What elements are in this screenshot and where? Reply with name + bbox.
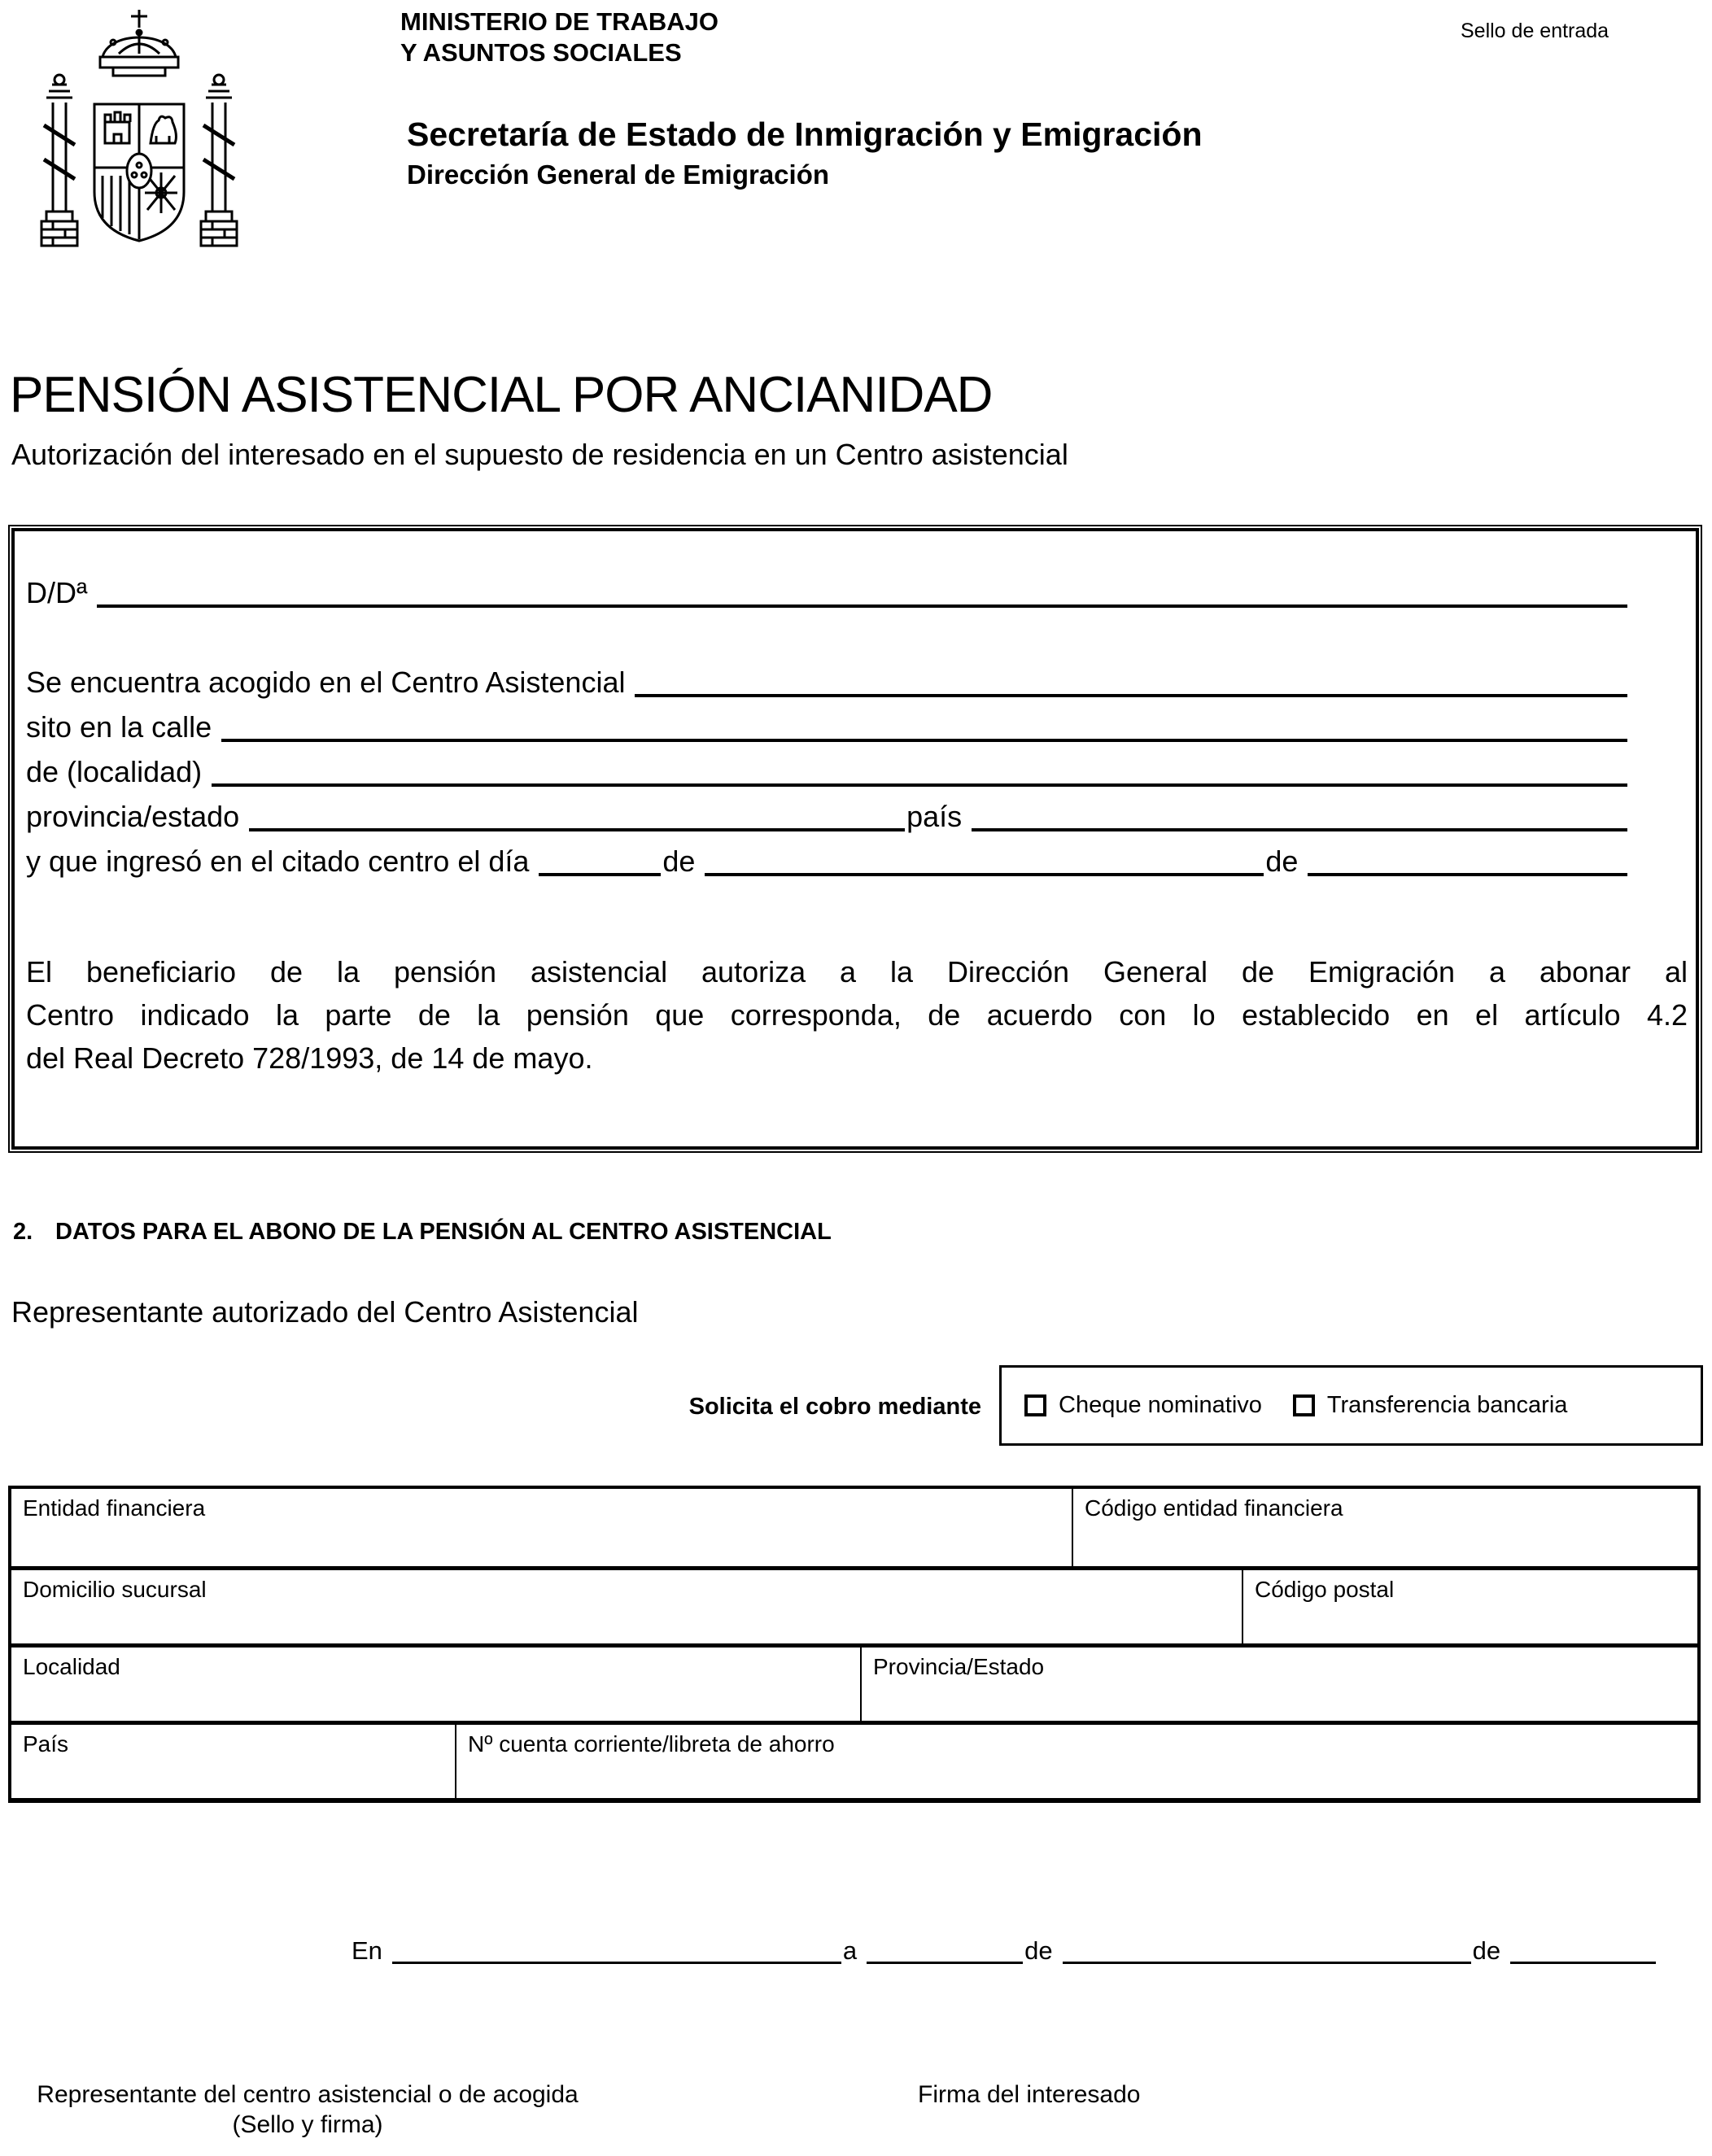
authorization-paragraph	[26, 950, 1688, 1080]
ministry-line2: Y ASUNTOS SOCIALES	[400, 38, 682, 67]
section2-title: DATOS PARA EL ABONO DE LA PENSIÓN AL CENTRO ASISTENCIAL	[55, 1219, 832, 1245]
table-row	[11, 1566, 1697, 1643]
directorate-name: Dirección General de Emigración	[407, 159, 830, 190]
name-input-line[interactable]	[97, 604, 1627, 608]
entry-of-month-label: de	[662, 845, 696, 878]
bank-data-table	[8, 1486, 1701, 1803]
name-field-row	[26, 574, 1629, 613]
date-en-label: En	[352, 1936, 382, 1965]
localidad-cell[interactable]: Localidad	[23, 1654, 120, 1679]
paragraph-line2: Centro indicado la parte de la pensión que corresponda, de acuerdo con lo establecido en el artículo 4.2	[26, 998, 1688, 1032]
date-place-input-line[interactable]	[392, 1962, 841, 1964]
provincia-estado-cell[interactable]: Provincia/Estado	[860, 1648, 1697, 1721]
locality-label: de (localidad)	[26, 755, 203, 788]
cheque-option-label: Cheque nominativo	[1059, 1392, 1262, 1418]
ministry-name	[400, 7, 718, 68]
seal-and-signature-label: (Sello y firma)	[232, 2111, 383, 2138]
province-country-field-row	[26, 797, 1629, 836]
cheque-checkbox[interactable]	[1024, 1394, 1046, 1416]
province-label: provincia/estado	[26, 800, 240, 833]
center-field-row	[26, 663, 1629, 702]
country-input-line[interactable]	[972, 828, 1627, 831]
entry-year-input-line[interactable]	[1308, 873, 1627, 876]
center-label: Se encuentra acogido en el Centro Asistencial	[26, 666, 626, 699]
entry-of-year-label: de	[1265, 845, 1299, 878]
center-representative-signature-label: Representante del centro asistencial o de acogida	[37, 2081, 579, 2108]
street-field-row	[26, 708, 1629, 747]
section2-number: 2.	[13, 1219, 33, 1245]
paragraph-line3: del Real Decreto 728/1993, de 14 de mayo.	[26, 1041, 593, 1075]
entry-label: y que ingresó en el citado centro el día	[26, 845, 530, 878]
entry-stamp-label: Sello de entrada	[1461, 20, 1609, 42]
transfer-option-label: Transferencia bancaria	[1326, 1392, 1568, 1418]
ministry-line1: MINISTERIO DE TRABAJO	[400, 7, 718, 36]
street-input-line[interactable]	[221, 739, 1627, 742]
payment-options-box	[999, 1365, 1703, 1446]
date-a-label: a	[842, 1936, 858, 1965]
province-input-line[interactable]	[249, 828, 905, 831]
authorization-box-inner	[11, 528, 1699, 1150]
interested-party-signature-label: Firma del interesado	[918, 2081, 1141, 2108]
pais-cell[interactable]: País	[23, 1731, 69, 1757]
cuenta-corriente-cell[interactable]: Nº cuenta corriente/libreta de ahorro	[455, 1725, 1697, 1798]
table-row	[11, 1643, 1697, 1721]
section2-heading	[13, 1219, 832, 1246]
secretariat-name: Secretaría de Estado de Inmigración y Emigración	[407, 116, 1203, 153]
table-row	[11, 1489, 1697, 1566]
transfer-checkbox[interactable]	[1293, 1394, 1315, 1416]
entry-month-input-line[interactable]	[705, 873, 1264, 876]
date-day-input-line[interactable]	[867, 1962, 1023, 1964]
table-row	[11, 1721, 1697, 1798]
locality-field-row	[26, 753, 1629, 792]
entry-day-input-line[interactable]	[539, 873, 661, 876]
signature-date-line	[352, 1935, 1657, 1967]
authorization-box	[8, 525, 1702, 1153]
codigo-entidad-cell[interactable]: Código entidad financiera	[1072, 1489, 1697, 1566]
locality-input-line[interactable]	[212, 783, 1627, 787]
entidad-financiera-cell[interactable]: Entidad financiera	[23, 1495, 206, 1521]
domicilio-sucursal-cell[interactable]: Domicilio sucursal	[23, 1577, 207, 1602]
date-month-input-line[interactable]	[1063, 1962, 1471, 1964]
street-label: sito en la calle	[26, 710, 212, 744]
country-label: país	[906, 800, 963, 833]
center-representative-signature-block	[7, 2080, 609, 2140]
codigo-postal-cell[interactable]: Código postal	[1242, 1570, 1697, 1643]
date-de-month-label: de	[1024, 1936, 1053, 1965]
form-subtitle: Autorización del interesado en el supuesto de residencia en un Centro asistencial	[11, 438, 1068, 471]
date-de-year-label: de	[1472, 1936, 1501, 1965]
entry-date-field-row	[26, 842, 1629, 881]
center-input-line[interactable]	[635, 694, 1627, 697]
representative-label: Representante autorizado del Centro Asistencial	[11, 1295, 639, 1329]
date-year-input-line[interactable]	[1510, 1962, 1656, 1964]
name-label: D/Dª	[26, 576, 88, 609]
payment-method-label: Solicita el cobro mediante	[688, 1394, 981, 1420]
paragraph-line1: El beneficiario de la pensión asistencial autoriza a la Dirección General de Emigración a abonar al	[26, 955, 1688, 989]
form-title: PENSIÓN ASISTENCIAL POR ANCIANIDAD	[10, 367, 993, 423]
spain-coat-of-arms-icon	[16, 7, 262, 265]
